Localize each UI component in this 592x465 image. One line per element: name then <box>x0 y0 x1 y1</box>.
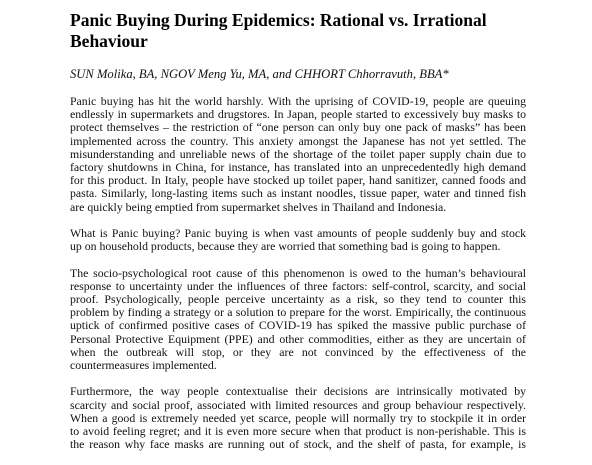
article-body <box>70 95 526 451</box>
paragraph-line: pasta. Similarly, long-lasting items such as instant noodles, tissue paper, water and tinned fish <box>70 187 526 201</box>
paragraph-line: when the outbreak will stop, or they are not convinced by the effectiveness of the <box>70 345 526 359</box>
paragraph-line: problem by finding a strategy or a solution to prepare for the worst. Empirically, the continuous <box>70 306 526 320</box>
paragraph-line: When a good is extremely needed yet scarce, people will normally try to stockpile it in order <box>70 411 526 425</box>
paragraph-line: uptick of confirmed positive cases of COVID-19 has spiked the massive public purchase of <box>70 319 526 333</box>
paragraph-line: proof. Psychologically, people perceive uncertainty as a risk, so they tend to counter this <box>70 293 526 307</box>
paragraph-line: What is Panic buying? Panic buying is when vast amounts of people suddenly buy and stock <box>70 227 526 241</box>
paragraph-line: response to uncertainty under the influences of three factors: self-control, scarcity, and social <box>70 279 526 293</box>
paragraph <box>70 95 526 214</box>
paragraph-line: to avoid feeling regret; and it is even more secure when that product is non-perishable. This is <box>70 425 526 439</box>
paragraph-line: are quickly being emptied from supermarket shelves in Thailand and Indonesia. <box>70 200 447 214</box>
document-page <box>70 10 526 465</box>
paragraph-line: factory shutdowns in China, for instance, has translated into an unprecedentedly high demand <box>70 161 526 175</box>
paragraph-line: Personal Protective Equipment (PPE) and other commodities, either as they are uncertain of <box>70 332 526 346</box>
article-title-line-1: Panic Buying During Epidemics: Rational vs. Irrational <box>70 10 487 30</box>
paragraph-line: the reason why face masks are running out of stock, and the shelf of pasta, for example, is <box>70 438 526 452</box>
paragraph-line: endlessly in supermarkets and drugstores. In Japan, people started to excessively buy masks to <box>70 108 526 122</box>
article-authors: SUN Molika, BA, NGOV Meng Yu, MA, and CHHORT Chhorravuth, BBA* <box>70 67 449 81</box>
article-title <box>70 10 526 52</box>
paragraph <box>70 385 526 451</box>
paragraph-line: implemented across the country. This anxiety amongst the Japanese has not yet settled. The <box>70 134 526 148</box>
article-title-line-2: Behaviour <box>70 31 148 51</box>
paragraph-line: for this product. In Italy, people have stocked up toilet paper, hand sanitizer, canned foods and <box>70 174 526 188</box>
paragraph-line: The socio-psychological root cause of this phenomenon is owed to the human’s behavioural <box>70 266 526 280</box>
paragraph <box>70 227 526 253</box>
paragraph <box>70 267 526 373</box>
paragraph-line: scarcity and social proof, associated with limited resources and group behaviour respectively. <box>70 398 526 412</box>
paragraph-line: Furthermore, the way people contextualise their decisions are intrinsically motivated by <box>70 385 526 399</box>
paragraph-line: up on household products, because they are worried that something bad is going to happen. <box>70 240 501 254</box>
paragraph-line: misunderstanding and unreliable news of the shortage of the toilet paper supply chain due to <box>70 147 526 161</box>
paragraph-line: Panic buying has hit the world harshly. With the uprising of COVID-19, people are queuing <box>70 95 526 108</box>
paragraph-line: countermeasures implemented. <box>70 359 217 373</box>
paragraph-line: protect themselves – the restriction of “one person can only buy one pack of masks” has been <box>70 121 526 135</box>
